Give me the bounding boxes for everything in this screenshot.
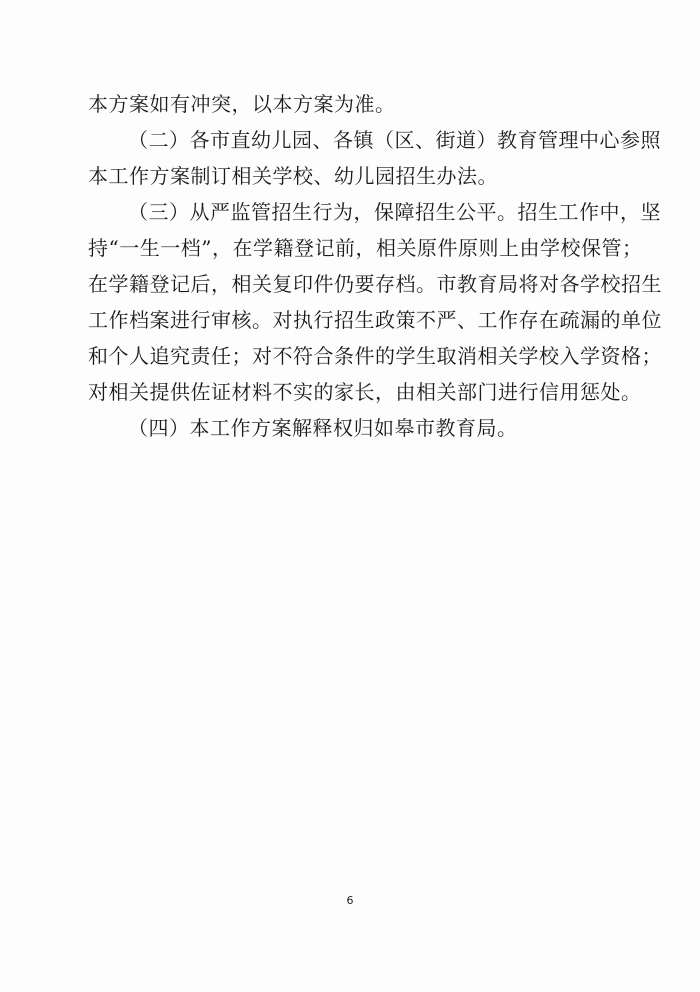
paragraph-line: （二）各市直幼儿园、各镇（区、街道）教育管理中心参照 (128, 128, 661, 152)
paragraph-line: 持“一生一档”，在学籍登记前，相关原件原则上由学校保管； (88, 236, 643, 260)
paragraph-line: （三）从严监管招生行为，保障招生公平。招生工作中，坚 (128, 200, 661, 224)
paragraph-line: 和个人追究责任；对不符合条件的学生取消相关学校入学资格； (88, 344, 662, 368)
paragraph-line: （四）本工作方案解释权归如皋市教育局。 (128, 416, 518, 440)
paragraph-line: 在学籍登记后，相关复印件仍要存档。市教育局将对各学校招生 (88, 272, 662, 296)
paragraph-line: 本工作方案制订相关学校、幼儿园招生办法。 (88, 164, 498, 188)
paragraph-line: 本方案如有冲突，以本方案为准。 (88, 92, 396, 116)
paragraph-line: 对相关提供佐证材料不实的家长，由相关部门进行信用惩处。 (88, 380, 642, 404)
document-body (88, 86, 662, 446)
paragraph-line: 工作档案进行审核。对执行招生政策不严、工作存在疏漏的单位 (88, 308, 662, 332)
page-number: 6 (346, 894, 354, 907)
